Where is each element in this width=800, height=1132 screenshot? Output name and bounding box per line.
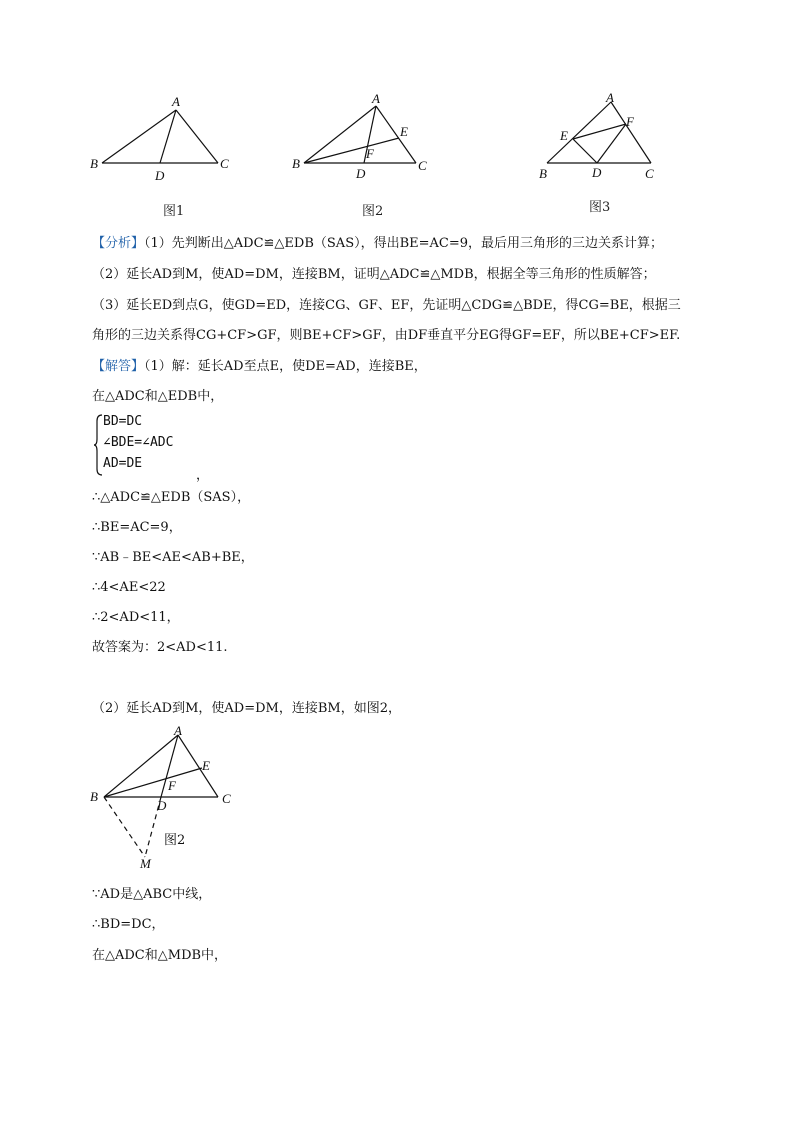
part2-line-4: 在△ADC和△MDB中，	[92, 948, 228, 963]
equation-system	[93, 414, 223, 483]
analysis-line-4: 角形的三边关系得CG+CF>GF，则BE+CF>GF，由DF垂直平分EG得GF=EF，所以BE+CF>EF.	[92, 328, 681, 343]
solution-line-1: 【解答】（1）解：延长AD至点E，使DE=AD，连接BE，	[92, 359, 427, 374]
label-C: C	[418, 158, 427, 173]
label-F: F	[168, 778, 176, 793]
analysis-line-3: （3）延长ED到点G，使GD=ED，连接CG、GF、EF，先证明△CDG≌△BDE，得CG=BE，根据三	[92, 298, 681, 313]
figure-4	[88, 722, 238, 874]
solution-line-5: ∵AB﹣BE<AE<AB+BE，	[92, 550, 254, 565]
label-E: E	[202, 758, 210, 773]
label-A: A	[172, 94, 180, 109]
solution-tag: 【解答】	[92, 359, 145, 374]
label-E: E	[400, 124, 408, 139]
label-B: B	[539, 166, 547, 181]
analysis-line-1: 【分析】（1）先判断出△ADC≌△EDB（SAS），得出BE=AC=9，最后用三角形的三边关系计算；	[92, 236, 664, 251]
solution-line-4: ∴BE=AC=9，	[92, 520, 182, 535]
brace-icon	[93, 414, 103, 476]
label-B: B	[90, 789, 98, 804]
figure-4-caption: 图2	[164, 833, 186, 848]
figure-1	[88, 92, 248, 184]
figure-3-caption: 图3	[589, 200, 611, 215]
figure-3	[535, 92, 675, 184]
solution-line-6: ∴4<AE<22	[92, 580, 166, 595]
part2-line-3: ∴BD=DC，	[92, 917, 165, 932]
solution-line-7: ∴2<AD<11，	[92, 610, 180, 625]
figure-2-caption: 图2	[362, 204, 384, 219]
system-row-2: ∠BDE=∠ADC	[103, 435, 174, 450]
label-F: F	[626, 114, 634, 129]
part2-line-1: （2）延长AD到M，使AD=DM，连接BM，如图2，	[92, 701, 401, 716]
label-A: A	[174, 723, 182, 738]
label-C: C	[220, 156, 229, 171]
label-M: M	[140, 856, 151, 871]
label-A: A	[606, 92, 614, 105]
label-C: C	[222, 791, 231, 806]
system-row-1: BD=DC	[103, 414, 143, 429]
label-F: F	[366, 146, 374, 161]
analysis-line-2: （2）延长AD到M，使AD=DM，连接BM，证明△ADC≌△MDB，根据全等三角形的性质解答；	[92, 267, 656, 282]
system-row-3: AD=DE	[103, 456, 143, 471]
label-D: D	[157, 798, 167, 813]
label-D: D	[592, 165, 602, 180]
solution-line-2: 在△ADC和△EDB中，	[92, 389, 224, 404]
solution-line-3: ∴△ADC≌△EDB（SAS），	[92, 490, 251, 505]
figure-2	[288, 90, 438, 182]
label-B: B	[292, 156, 300, 171]
figure-1-caption: 图1	[163, 204, 185, 219]
label-B: B	[90, 156, 98, 171]
analysis-tag: 【分析】	[92, 236, 145, 251]
label-C: C	[645, 166, 654, 181]
label-D: D	[356, 166, 366, 181]
label-E: E	[560, 128, 568, 143]
part2-line-2: ∵AD是△ABC中线，	[92, 887, 212, 902]
system-tail: ，	[196, 468, 210, 483]
label-A: A	[372, 91, 380, 106]
solution-line-8: 故答案为：2<AD<11.	[92, 640, 228, 655]
label-D: D	[155, 168, 165, 183]
